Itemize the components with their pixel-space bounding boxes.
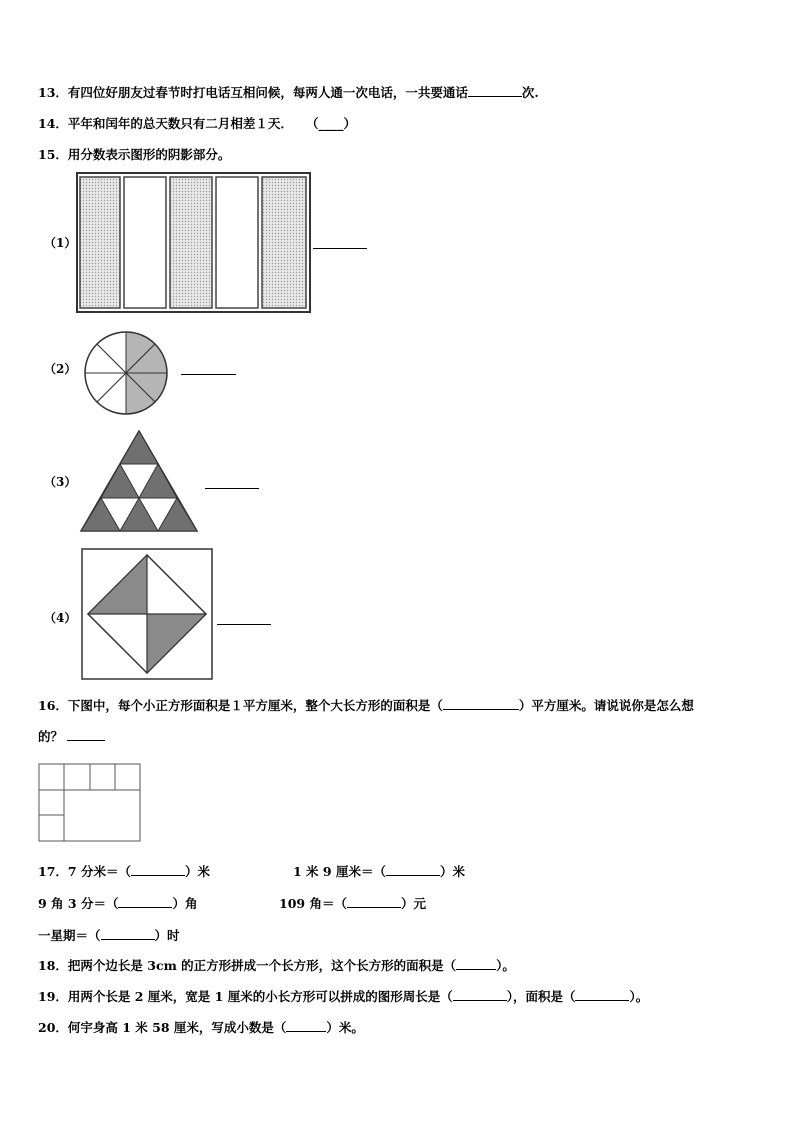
q16-text-end: 的？ — [38, 729, 64, 744]
q13-text: 有四位好朋友过春节时打电话互相问候，每两人通一次电话，一共要通话 — [67, 85, 468, 100]
question-16 — [38, 697, 694, 714]
fig1-answer-blank[interactable] — [313, 247, 367, 249]
q17-e-right: ）时 — [154, 928, 180, 943]
q19-number: 19． — [38, 989, 68, 1004]
fig1-label: （1） — [44, 236, 77, 250]
q19-perimeter-blank[interactable] — [453, 988, 507, 1001]
q17-d-right: ）元 — [400, 896, 426, 911]
q17-b-right: ）米 — [439, 864, 465, 879]
q17-d-left: 109 角＝（ — [279, 896, 347, 911]
q16-text-mid: ）平方厘米。请说说你是怎么想 — [518, 698, 694, 713]
fig3-answer-blank[interactable] — [205, 487, 259, 489]
question-17-row1b — [293, 863, 465, 880]
q17-a-right: ）米 — [184, 864, 210, 879]
q18-text: 把两个边长是 3cm 的正方形拼成一个长方形，这个长方形的面积是（ — [67, 958, 457, 973]
q17-c-blank[interactable] — [118, 895, 172, 908]
q17-d-blank[interactable] — [347, 895, 401, 908]
q17-c-right: ）角 — [172, 896, 198, 911]
q14-answer-paren[interactable]: （____） — [305, 116, 356, 131]
fig4-label: （4） — [44, 611, 77, 625]
q17-e-blank[interactable] — [101, 927, 155, 940]
q17-number: 17． — [38, 864, 68, 879]
q17-b-left: 1 米 9 厘米＝（ — [293, 864, 386, 879]
q17-e-left: 一星期＝（ — [38, 928, 101, 943]
q19-text-mid: ），面积是（ — [506, 989, 576, 1004]
q15-text: 用分数表示图形的阴影部分。 — [67, 147, 231, 162]
q16-answer-blank[interactable] — [443, 697, 519, 710]
q17-a-left: 7 分米＝（ — [67, 864, 131, 879]
question-13 — [38, 84, 539, 101]
question-14 — [38, 116, 356, 132]
q14-text: 平年和闰年的总天数只有二月相差１天． — [67, 116, 293, 131]
q16-explain-blank[interactable] — [67, 728, 105, 741]
fig3-label: （3） — [44, 475, 77, 489]
q19-text-end: ）。 — [629, 989, 649, 1004]
q17-c-left: 9 角 3 分＝（ — [38, 896, 119, 911]
q19-area-blank[interactable] — [575, 988, 629, 1001]
q13-number: 13． — [38, 85, 68, 100]
question-17-row3 — [38, 927, 180, 944]
q19-text: 用两个长是 2 厘米，宽是 1 厘米的小长方形可以拼成的图形周长是（ — [67, 989, 453, 1004]
fig2-label: （2） — [44, 362, 77, 376]
q16-number: 16． — [38, 698, 68, 713]
question-16-cont — [38, 728, 105, 745]
q16-grid-rectangle — [38, 763, 142, 843]
fig2-circle-sectors — [82, 330, 170, 416]
question-15 — [38, 147, 230, 163]
q20-number: 20． — [38, 1020, 68, 1035]
q18-number: 18． — [38, 958, 68, 973]
q13-text-end: 次. — [521, 85, 539, 100]
fig1-strips-rectangle — [76, 172, 312, 314]
q18-text-end: ）。 — [496, 958, 515, 973]
q17-a-blank[interactable] — [131, 863, 185, 876]
q20-text: 何宇身高 1 米 58 厘米，写成小数是（ — [67, 1020, 287, 1035]
question-17-row2 — [38, 895, 197, 912]
q16-text: 下图中，每个小正方形面积是１平方厘米，整个大长方形的面积是（ — [67, 698, 443, 713]
question-17-row2b — [279, 895, 426, 912]
question-19 — [38, 988, 648, 1005]
question-20 — [38, 1019, 364, 1036]
q13-answer-blank[interactable] — [468, 84, 522, 97]
question-17-row1 — [38, 863, 210, 880]
fig2-answer-blank[interactable] — [181, 373, 236, 375]
q20-text-end: ）米。 — [326, 1020, 364, 1035]
q15-number: 15． — [38, 147, 68, 162]
fig4-square-diamond — [80, 547, 214, 681]
q20-answer-blank[interactable] — [286, 1019, 326, 1032]
q18-answer-blank[interactable] — [456, 957, 496, 970]
fig3-triangle-grid — [78, 428, 200, 534]
q14-number: 14． — [38, 116, 68, 131]
fig4-answer-blank[interactable] — [217, 623, 271, 625]
question-18 — [38, 957, 515, 974]
q17-b-blank[interactable] — [386, 863, 440, 876]
